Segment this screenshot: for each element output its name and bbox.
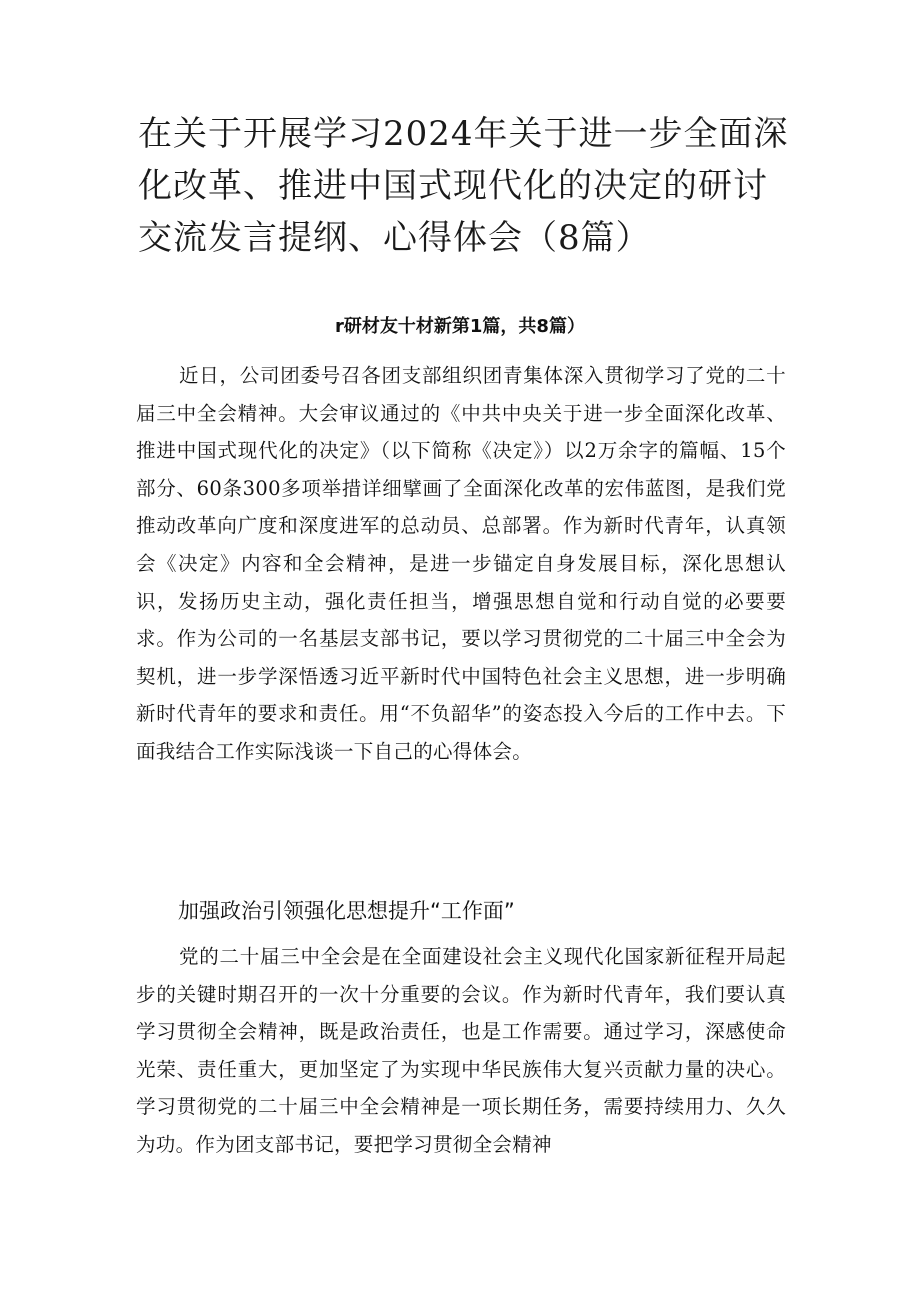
document-title: 在关于开展学习2024年关于进一步全面深化改革、推进中国式现代化的决定的研讨交流发言提纲、心得体会（8篇）: [138, 114, 789, 258]
paragraph-body: 党的二十届三中全会是在全面建设社会主义现代化国家新征程开局起步的关键时期召开的一次十分重要的会议。作为新时代青年，我们要认真学习贯彻全会精神，既是政治责任，也是工作需要。通过学习，深感使命光荣、责任重大，更加坚定了为实现中华民族伟大复兴贡献力量的决心。学习贯彻党的二十届三中全会精神是一项长期任务，需要持续用力、久久为功。作为团支部书记，要把学习贯彻全会精神: [136, 945, 786, 1156]
sub-heading: 加强政治引领强化思想提升“工作面”: [178, 899, 515, 923]
section-heading: r研材友十材新第1篇，共8篇）: [335, 316, 585, 337]
paragraph-intro: 近日，公司团委号召各团支部组织团青集体深入贯彻学习了党的二十届三中全会精神。大会审议通过的《中共中央关于进一步全面深化改革、推进中国式现代化的决定》（以下简称《决定》）以2万余字的篇幅、15个部分、60条300多项举措详细擘画了全面深化改革的宏伟蓝图，是我们党推动改革向广度和深度进军的总动员、总部署。作为新时代青年，认真领会《决定》内容和全会精神，是进一步锚定自身发展目标，深化思想认识，发扬历史主动，强化责任担当，增强思想自觉和行动自觉的必要要求。作为公司的一名基层支部书记，要以学习贯彻党的二十届三中全会为契机，进一步学深悟透习近平新时代中国特色社会主义思想，进一步明确新时代青年的要求和责任。用“不负韶华”的姿态投入今后的工作中去。下面我结合工作实际浅谈一下自己的心得体会。: [136, 364, 786, 763]
